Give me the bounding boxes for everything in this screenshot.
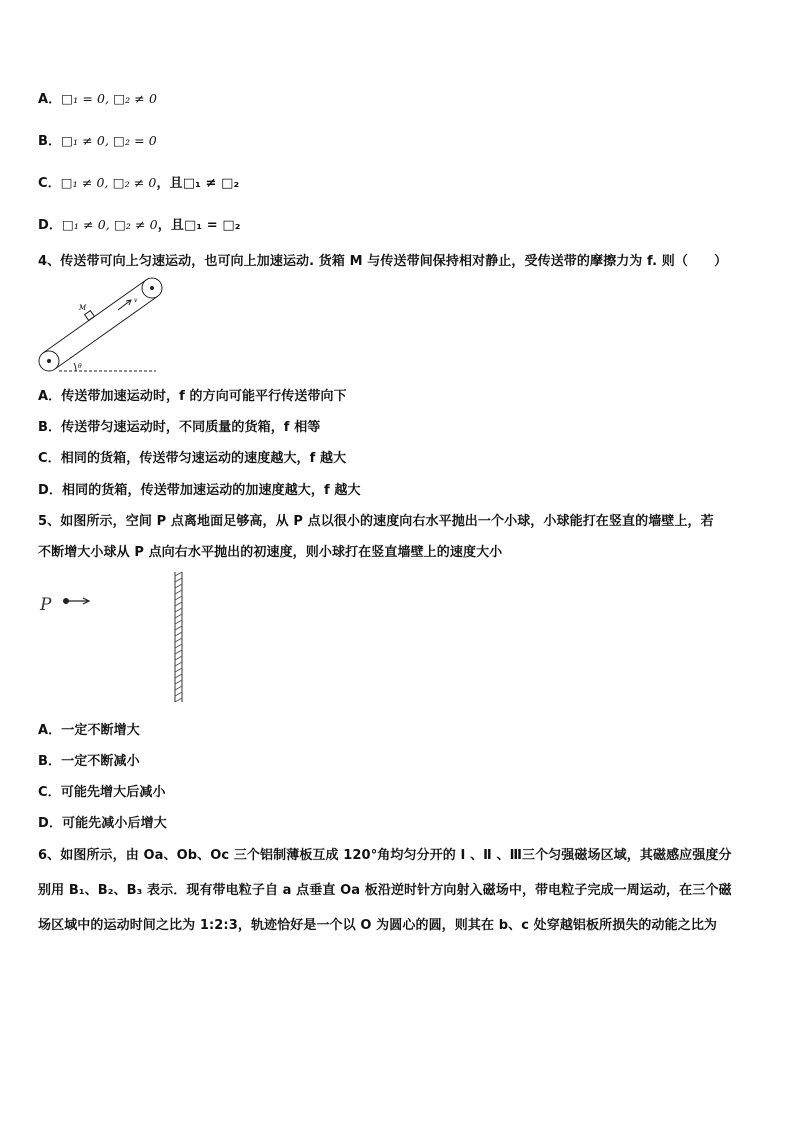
option-tail: ，且□₁ ≠ □₂: [156, 176, 240, 191]
option-label: C．: [38, 176, 61, 191]
q4-option-c: C．相同的货箱，传送带匀速运动的速度越大，f 越大: [38, 451, 347, 466]
option-label: B．: [38, 134, 62, 149]
option-label: D．: [38, 218, 62, 233]
q5-option-c: C．可能先增大后减小: [38, 785, 166, 800]
conveyor-figure: [36, 272, 166, 376]
option-math: □₁ ≠ 0, □₂ ≠ 0: [60, 175, 157, 190]
label-theta: θ: [78, 363, 82, 370]
q4-option-b: B．传送带匀速运动时，不同质量的货箱，f 相等: [38, 420, 321, 435]
option-tail: ，且□₁ = □₂: [157, 218, 241, 233]
label-m: M: [79, 304, 87, 312]
q3-option-a: [38, 88, 157, 107]
q4-option-a: A．传送带加速运动时，f 的方向可能平行传送带向下: [38, 389, 347, 404]
q6-line3: 场区域中的运动时间之比为 1:2:3，轨迹恰好是一个以 O 为圆心的圆，则其在 b、c 处穿越铝板所损失的动能之比为: [38, 918, 718, 933]
q3-option-d: [38, 214, 241, 233]
q5-option-d: D．可能先减小后增大: [38, 816, 167, 831]
option-math: □₁ ≠ 0, □₂ = 0: [61, 133, 157, 148]
q5-option-a: A．一定不断增大: [38, 723, 140, 738]
q5-option-b: B．一定不断减小: [38, 754, 140, 769]
q5-stem-line2: 不断增大小球从 P 点向右水平抛出的初速度，则小球打在竖直墙壁上的速度大小: [38, 545, 503, 560]
q4-stem: 4、传送带可向上匀速运动，也可向上加速运动. 货箱 M 与传送带间保持相对静止，受传送带的摩擦力为 f. 则（ ）: [38, 254, 728, 269]
projectile-wall-figure: [36, 568, 196, 708]
q3-option-b: [38, 130, 157, 149]
option-label: A．: [38, 92, 62, 107]
q5-stem-line1: 5、如图所示，空间 P 点离地面足够高，从 P 点以很小的速度向右水平抛出一个小球，小球能打在竖直的墙壁上，若: [38, 514, 714, 529]
option-math: □₁ ≠ 0, □₂ ≠ 0: [62, 217, 158, 232]
q6-line2: 别用 B₁、B₂、B₃ 表示．现有带电粒子自 a 点垂直 Oa 板沿逆时针方向射入磁场中，带电粒子完成一周运动，在三个磁: [38, 883, 732, 898]
q4-option-d: D．相同的货箱，传送带加速运动的加速度越大，f 越大: [38, 483, 361, 498]
option-math: □₁ = 0, □₂ ≠ 0: [61, 91, 158, 106]
q6-line1: 6、如图所示，由 Oa、Ob、Oc 三个铝制薄板互成 120°角均匀分开的 Ⅰ 、Ⅱ 、Ⅲ三个匀强磁场区域，其磁感应强度分: [38, 848, 732, 863]
label-v: v: [134, 297, 138, 304]
q3-option-c: [38, 172, 239, 191]
label-p: P: [40, 595, 52, 615]
